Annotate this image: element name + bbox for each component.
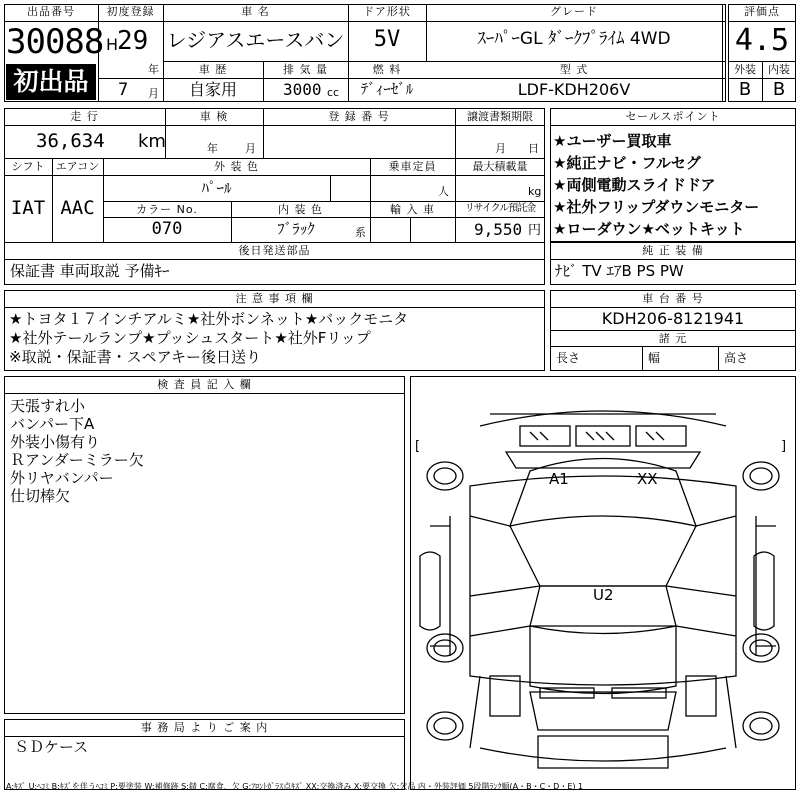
exterior-color: ﾊﾟｰﾙ bbox=[201, 179, 232, 197]
inspector-list bbox=[10, 397, 400, 505]
handover-label: 譲渡書類期限 bbox=[467, 110, 533, 123]
interior-grade-label: 内装 bbox=[768, 63, 790, 76]
damage-mark-a1: A1 bbox=[549, 470, 569, 488]
sales-point-item: ★社外フリップダウンモニター bbox=[553, 198, 760, 216]
shipping-label: 後日発送部品 bbox=[238, 244, 311, 257]
first-listing-badge: 初出品 bbox=[6, 64, 96, 100]
office-label: 事 務 局 よ り ご 案 内 bbox=[140, 721, 269, 734]
interior-grade: B bbox=[772, 79, 786, 100]
handover-month-unit: 月 bbox=[495, 142, 506, 155]
caution-line: ★社外テールランプ★プッシュスタート★社外Fリップ bbox=[9, 329, 371, 347]
car-name: レジアスエースバン bbox=[166, 28, 345, 52]
sales-points-list bbox=[553, 130, 795, 240]
equipment-label: 純 正 装 備 bbox=[642, 244, 704, 257]
exterior-grade: B bbox=[738, 79, 752, 100]
fuel-label: 燃 料 bbox=[372, 63, 402, 76]
ac-label: エアコン bbox=[55, 160, 100, 173]
caution-line: ※取説・保証書・スペアキー後日送り bbox=[9, 348, 261, 366]
width-label: 幅 bbox=[648, 351, 661, 365]
registration-month: 7 bbox=[118, 80, 129, 100]
diagram-bracket-left: [ bbox=[415, 439, 421, 454]
vehicle-diagram bbox=[410, 376, 796, 790]
mileage-unit: km bbox=[138, 131, 166, 152]
grade-label: グレード bbox=[550, 5, 598, 18]
inspector-label: 検 査 員 記 入 欄 bbox=[157, 378, 252, 391]
grade: ｽｰﾊﾟｰGL ﾀﾞｰｸﾌﾟﾗｲﾑ 4WD bbox=[477, 29, 671, 49]
exterior-color-label: 外 装 色 bbox=[214, 160, 259, 173]
shift-label: シフト bbox=[11, 160, 45, 173]
model: LDF-KDH206V bbox=[517, 80, 631, 99]
chassis-number: KDH206-8121941 bbox=[601, 309, 745, 328]
legend: A:ｷｽﾞ U:ﾍｺﾐ B:ｷｽﾞを伴うﾍｺﾐ P:要塗装 W:補修跡 S:錆 C:腐食、欠 G:ﾌﾛﾝﾄｶﾞﾗｽ点ｷｽﾞ XX:交換済み X:要交換 欠:欠品 内・外装評価 5段階ﾗﾝｸ順(A・B・C・D・E) 1 bbox=[6, 782, 584, 791]
history: 自家用 bbox=[188, 80, 237, 99]
lot-number-label: 出品番号 bbox=[27, 5, 75, 18]
score-label: 評価点 bbox=[744, 5, 780, 18]
displacement-label: 排 気 量 bbox=[283, 63, 328, 76]
shift: IAT bbox=[10, 197, 46, 219]
exterior-grade-label: 外装 bbox=[734, 63, 756, 76]
registration-month-unit: 月 bbox=[148, 87, 159, 100]
ac: AAC bbox=[60, 197, 95, 219]
capacity-unit: 人 bbox=[438, 185, 449, 198]
sales-points-label: セールスポイント bbox=[625, 110, 721, 123]
chassis-label: 車 台 番 号 bbox=[642, 292, 704, 305]
inspector-line: Ｒアンダーミラー欠 bbox=[10, 451, 144, 469]
inspection-year-unit: 年 bbox=[207, 142, 218, 155]
sales-point-item: ★ユーザー買取車 bbox=[553, 132, 672, 150]
displacement: 3000 bbox=[283, 80, 322, 99]
history-label: 車 歴 bbox=[198, 63, 228, 76]
capacity-label: 乗車定員 bbox=[388, 160, 437, 173]
registration-year-unit: 年 bbox=[148, 63, 159, 76]
lot-number: 30088 bbox=[6, 22, 104, 62]
interior-color-suffix: 系 bbox=[355, 226, 366, 239]
shipping-parts: 保証書 車両取説 予備ｷｰ bbox=[10, 262, 170, 280]
dimensions-label: 諸 元 bbox=[658, 332, 688, 345]
length-label: 長さ bbox=[556, 351, 581, 365]
caution-label: 注 意 事 項 欄 bbox=[235, 292, 314, 305]
import-label: 輸 入 車 bbox=[390, 203, 435, 216]
mileage: 36,634 bbox=[36, 130, 105, 152]
registration-year: 29 bbox=[117, 26, 149, 56]
color-number-label: カラー No. bbox=[136, 203, 198, 216]
fuel: ﾃﾞｨｰｾﾞﾙ bbox=[360, 80, 414, 98]
car-name-label: 車 名 bbox=[241, 5, 270, 18]
inspection-month-unit: 月 bbox=[245, 142, 256, 155]
sales-point-item: ★純正ナビ・フルセグ bbox=[553, 154, 701, 172]
interior-color-label: 内 装 色 bbox=[278, 203, 323, 216]
office-note: ＳＤケース bbox=[14, 738, 89, 756]
height-label: 高さ bbox=[724, 351, 749, 365]
handover-day-unit: 日 bbox=[528, 142, 539, 155]
caution-line: ★トヨタ１７インチアルミ★社外ボンネット★バックモニタ bbox=[9, 310, 409, 328]
recycle-fee: 9,550 bbox=[474, 220, 523, 239]
interior-color: ﾌﾞﾗｯｸ bbox=[277, 220, 315, 238]
equipment: ﾅﾋﾞ TV ｴｱB PS PW bbox=[555, 262, 684, 280]
diagram-bracket-right: ] bbox=[781, 439, 787, 454]
caution-list bbox=[9, 310, 543, 367]
color-number: 070 bbox=[151, 219, 183, 239]
mileage-label: 走 行 bbox=[70, 110, 99, 123]
displacement-unit: cc bbox=[327, 86, 340, 99]
inspector-line: バンパー下A bbox=[10, 415, 95, 433]
inspector-line: 外装小傷有り bbox=[10, 433, 101, 451]
door-type: 5V bbox=[373, 27, 401, 52]
recycle-label: リサイクル預託金 bbox=[464, 203, 536, 214]
max-load-label: 最大積載量 bbox=[472, 160, 528, 173]
inspector-line: 天張すれ小 bbox=[10, 397, 86, 415]
model-label: 型 式 bbox=[559, 63, 589, 76]
recycle-unit: 円 bbox=[528, 223, 542, 238]
damage-mark-xx: XX bbox=[637, 470, 658, 488]
inspection-label: 車 検 bbox=[199, 110, 229, 123]
registration-label: 初度登録 bbox=[106, 5, 155, 18]
registration-era: H bbox=[106, 35, 119, 54]
inspector-line: 外リヤバンパー bbox=[10, 469, 114, 487]
door-label: ドア形状 bbox=[363, 5, 411, 18]
score: 4.5 bbox=[734, 23, 790, 58]
sales-point-item: ★ローダウン★ベットキット bbox=[553, 220, 745, 238]
sales-point-item: ★両側電動スライドドア bbox=[553, 176, 716, 194]
max-load-unit: kg bbox=[528, 185, 542, 198]
plate-label: 登 録 番 号 bbox=[328, 110, 390, 123]
damage-mark-u2: U2 bbox=[593, 586, 614, 604]
inspector-line: 仕切棒欠 bbox=[10, 487, 71, 505]
